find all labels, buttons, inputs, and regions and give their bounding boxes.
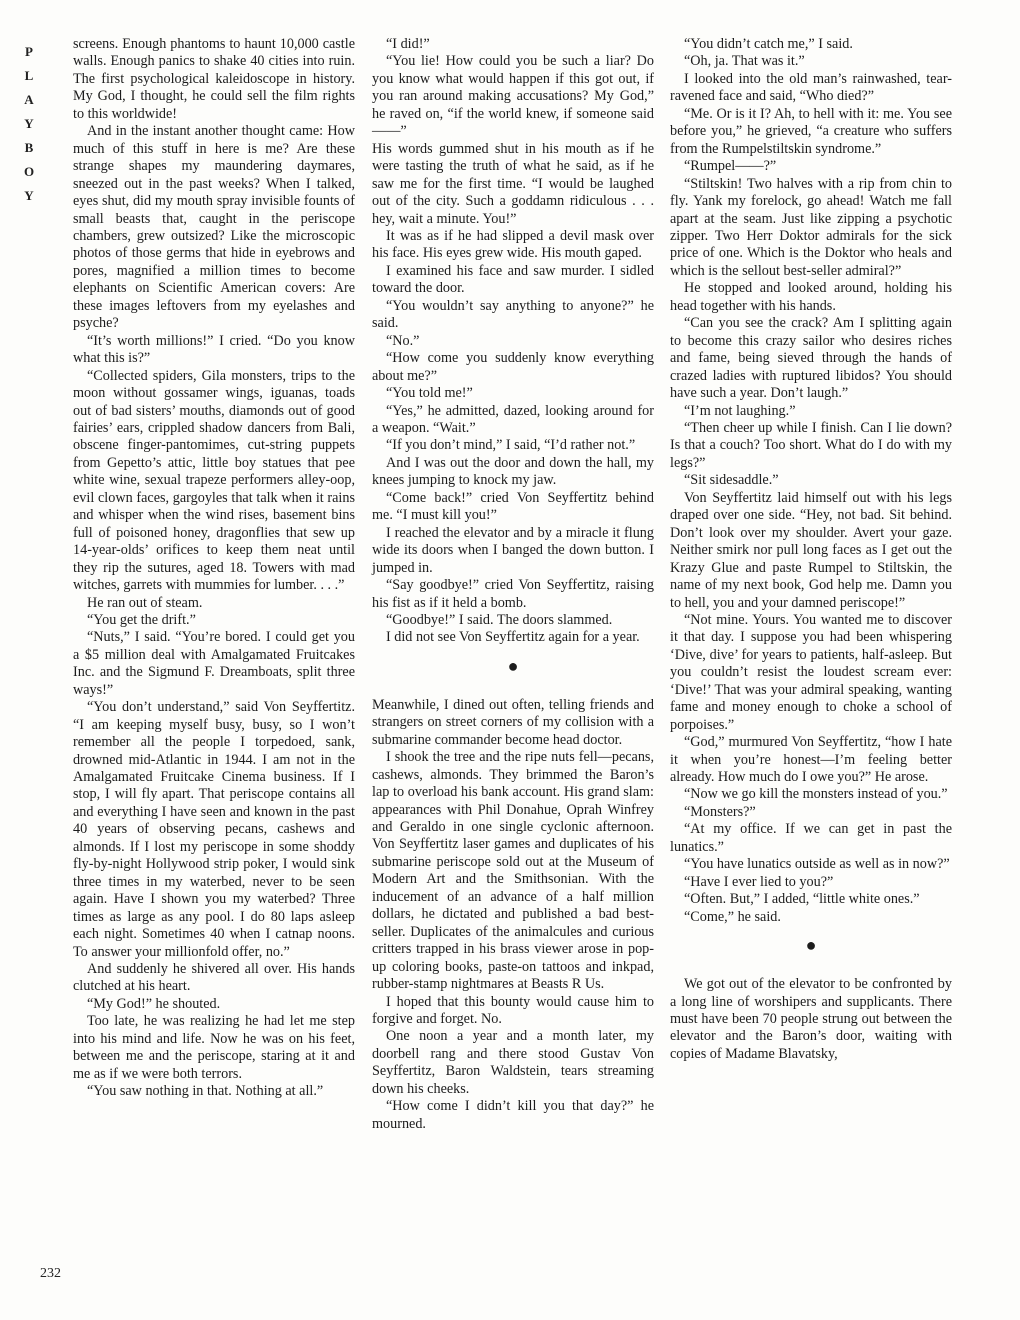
article-paragraph: “Can you see the crack? Am I splitting again to become this crazy sailor who desires riches and fame, being sieved through the hands of crazed ladies with ruptured libidos? You should have such a year. Don’t laugh.”: [670, 315, 952, 402]
text-column-2: [372, 36, 654, 1133]
article-paragraph: “You told me!”: [386, 385, 473, 402]
page-number: 232: [40, 1266, 61, 1281]
article-paragraph: “My God!” he shouted.: [87, 995, 221, 1012]
article-paragraph: I looked into the old man’s rainwashed, tear-ravened face and said, “Who died?”: [670, 70, 952, 105]
article-paragraph: “Monsters?”: [684, 803, 756, 820]
article-paragraph: I reached the elevator and by a miracle it flung wide its doors when I banged the down button. I jumped in.: [372, 524, 654, 576]
article-paragraph: “It’s worth millions!” I cried. “Do you know what this is?”: [73, 332, 355, 367]
article-paragraph: “Collected spiders, Gila monsters, trips to the moon without gossamer wings, iguanas, toads out of bad sisters’ mouths, diamonds out of good fairies’ ears, crippled shadow dancers from Bali, obscene finger-pantomimes, cut-string puppets from Gepetto’s attic, little boy statues that pee white wine, sexual trapeze performers alley-oop, evil clown faces, gargoyles that talk when it rains and whisper when the wind rises, basement bins full of poisoned honey, dragonflies that sew up 14-year-olds’ orifices to keep them neat until they rip the sutures, aged 18. Towers with mad witches, garrets with mummies for lumber. . . .”: [73, 367, 355, 594]
article-paragraph: I examined his face and saw murder. I sidled toward the door.: [372, 262, 654, 297]
article-paragraph: “Not mine. Yours. You wanted me to discover it that day. I suppose you had been whispering ‘Dive, dive’ for years to patients, half-asleep. But you couldn’t resist the loudest scream ever: ‘Dive!’ That was your admiral speaking, wanting fame and money enough to choke a school of porpoises.”: [670, 611, 952, 733]
article-paragraph: “You lie! How could you be such a liar? Do you know what would happen if this got out, if you ran around making accusations? My God,” he raved on, “if the world knew, if someone said——”: [372, 53, 654, 140]
article-paragraph: And in the instant another thought came: How much of this stuff in here is me? Are these strange shapes my maundering daymares, sneezed out in the past weeks? When I talked, eyes shut, did my mouth spray invisible founts of small beasts that, caught in the periscope chambers, grew outsized? Like the microscopic photos of those germs that hide in eyebrows and pores, magnified a million times to become elephants on Scientific American covers: Are these images leftovers from my eyelashes and psyche?: [73, 123, 355, 332]
article-paragraph: And I was out the door and down the hall, my knees jumping to knock my jaw.: [372, 454, 654, 489]
article-paragraph: “How come I didn’t kill you that day?” he mourned.: [372, 1098, 654, 1132]
section-break-bullet: ●: [805, 935, 817, 956]
article-paragraph: I hoped that this bounty would cause him to forgive and forget. No.: [372, 993, 654, 1028]
article-paragraph: Von Seyffertitz laid himself out with his legs draped over one side. “Hey, not bad. Sit behind. Don’t look over my shoulder. Avert your gaze. Neither smirk nor pull long faces as I get out the Krazy Glue and paste Rumpel to Stiltskin, the name of my next book, God help me. Damn you to hell, you and your damned periscope!”: [670, 489, 952, 611]
article-paragraph: “Nuts,” I said. “You’re bored. I could get you a $5 million deal with Amalgamated Fruitcakes Inc. and the Sigmund F. Dreamboats, split three ways!”: [73, 629, 355, 698]
article-paragraph: “You wouldn’t say anything to anyone?” he said.: [372, 297, 654, 332]
article-paragraph: “Have I ever lied to you?”: [684, 873, 834, 890]
article-paragraph: He stopped and looked around, holding his head together with his hands.: [670, 280, 952, 314]
article-paragraph: Meanwhile, I dined out often, telling friends and strangers on street corners of my collision with a submarine commander become head doctor.: [372, 696, 654, 748]
side-tab-letter: B: [24, 140, 34, 155]
article-paragraph: “Now we go kill the monsters instead of you.”: [684, 786, 948, 803]
article-paragraph: screens. Enough phantoms to haunt 10,000 castle walls. Enough panics to shake 40 cities into ruin. The first psychological kaleidoscope in history. My God, I thought, he could sell the film rights to this worldwide!: [73, 36, 355, 122]
article-paragraph: “You didn’t catch me,” I said.: [684, 36, 853, 52]
article-paragraph: “Goodbye!” I said. The doors slammed.: [386, 611, 613, 628]
article-paragraph: “Then cheer up while I finish. Can I lie down? Is that a couch? Too short. What do I do with my legs?”: [670, 419, 952, 471]
article-paragraph: One noon a year and a month later, my doorbell rang and there stood Gustav Von Seyffertitz, Baron Waldstein, tears streaming down his cheeks.: [372, 1028, 654, 1097]
article-paragraph: “You get the drift.”: [87, 611, 196, 628]
article-paragraph: “How come you suddenly know everything about me?”: [372, 350, 654, 384]
article-paragraph: We got out of the elevator to be confronted by a long line of worshipers and supplicants. There must have been 70 people strung out between the elevator and the Baron’s door, waiting with copies of Madame Blavatsky,: [670, 976, 952, 1062]
side-tab-letter: Y: [24, 188, 34, 203]
article-paragraph: “If you don’t mind,” I said, “I’d rather not.”: [386, 437, 636, 454]
article-paragraph: “You saw nothing in that. Nothing at all.”: [87, 1083, 324, 1100]
article-paragraph: “Sit sidesaddle.”: [684, 472, 779, 489]
article-paragraph: “Come,” he said.: [684, 908, 781, 925]
article-paragraph: “Come back!” cried Von Seyffertitz behind me. “I must kill you!”: [372, 489, 654, 524]
side-tab-letter: P: [25, 44, 33, 59]
text-column-3: [670, 36, 952, 1063]
article-paragraph: “I did!”: [386, 36, 430, 52]
article-paragraph: “At my office. If we can get in past the lunatics.”: [670, 821, 952, 855]
article-paragraph: “Oh, ja. That was it.”: [684, 53, 805, 70]
article-paragraph: He ran out of steam.: [87, 594, 203, 611]
article-paragraph: His words gummed shut in his mouth as if he were tasting the truth of what he said, as if he saw me for the first time. “I would be laughed out of the city. Such a goddamn ridiculous . . . hey, wait a minute. You!”: [372, 140, 654, 227]
article-paragraph: It was as if he had slipped a devil mask over his face. His eyes grew wide. His mouth gaped.: [372, 227, 654, 262]
article-paragraph: Too late, he was realizing he had let me step into his mind and life. Now he was on his feet, between me and the periscope, staring at it and me as if we were both terrors.: [73, 1013, 355, 1082]
article-paragraph: “Yes,” he admitted, dazed, looking around for a weapon. “Wait.”: [372, 402, 654, 436]
magazine-side-tab: [18, 40, 40, 208]
side-tab-letter: L: [24, 68, 34, 83]
article-paragraph: “Often. But,” I added, “little white ones.”: [684, 891, 920, 908]
article-paragraph: “I’m not laughing.”: [684, 402, 796, 419]
article-paragraph: I did not see Von Seyffertitz again for a year.: [386, 629, 640, 646]
article-paragraph: “Rumpel——?”: [684, 158, 777, 175]
article-paragraph: “Say goodbye!” cried Von Seyffertitz, raising his fist as if it held a bomb.: [372, 577, 654, 611]
article-paragraph: “You don’t understand,” said Von Seyffertitz. “I am keeping myself busy, busy, so I won’t remember all the people I torpedoed, sank, drowned mid-Atlantic in 1944. I am not in the Amalgamated Fruitcake Cinema business. If I stop, I will fly apart. That periscope contains all and everything I have seen and known in the past 40 years of observing pecans, cashews and almonds. If I lost my periscope in some shoddy fly-by-night Hollywood strip poker, I would sink three times in my waterbed, never to be seen again. Have I shown you my waterbed? Three times as large as any pool. I do 80 laps asleep each night. Sometimes 40 when I catnap noons. To answer your millionfold offer, no.”: [73, 699, 355, 960]
article-paragraph: And suddenly he shivered all over. His hands clutched at his heart.: [73, 961, 355, 995]
side-tab-letter: Y: [24, 116, 34, 131]
side-tab-letter: O: [23, 164, 35, 179]
section-break-bullet: ●: [507, 655, 519, 676]
article-paragraph: I shook the tree and the ripe nuts fell—pecans, cashews, almonds. They brimmed the Baron’s lap to overload his bank account. His grand slam: appearances with Phil Donahue, Oprah Winfrey and Geraldo in one single cyclonic afternoon. Von Seyffertitz laser games and duplicates of his submarine periscope sold out at the Museum of Modern Art and the Smithsonian. With the inducement of an advance of a half million dollars, he dictated and published a bad best-seller. Duplicates of the animalcules and curious critters trapped in his brass viewer arose in pop-up coloring books, paste-on tattoos and inkpad, rubber-stamp nightmares at Beasts R Us.: [372, 749, 654, 993]
article-paragraph: “You have lunatics outside as well as in now?”: [684, 856, 950, 873]
article-paragraph: “No.”: [386, 332, 420, 349]
article-paragraph: “God,” murmured Von Seyffertitz, “how I hate it when you’re honest—I’m feeling better already. How much do I owe you?” He arose.: [670, 734, 952, 786]
text-column-1: [73, 36, 355, 1101]
side-tab-letter: A: [24, 92, 34, 107]
article-paragraph: “Me. Or is it I? Ah, to hell with it: me. You see before you,” he grieved, “a creature who suffers from the Rumpelstiltskin syndrome.”: [670, 105, 952, 157]
article-paragraph: “Stiltskin! Two halves with a rip from chin to fly. Yank my forelock, go ahead! Watch me fall apart at the seam. Just like zipping a psychotic zipper. Two Herr Doktor admirals for the sick price of one. Which is the Doktor who heals and which is the sellout best-seller admiral?”: [670, 175, 952, 279]
